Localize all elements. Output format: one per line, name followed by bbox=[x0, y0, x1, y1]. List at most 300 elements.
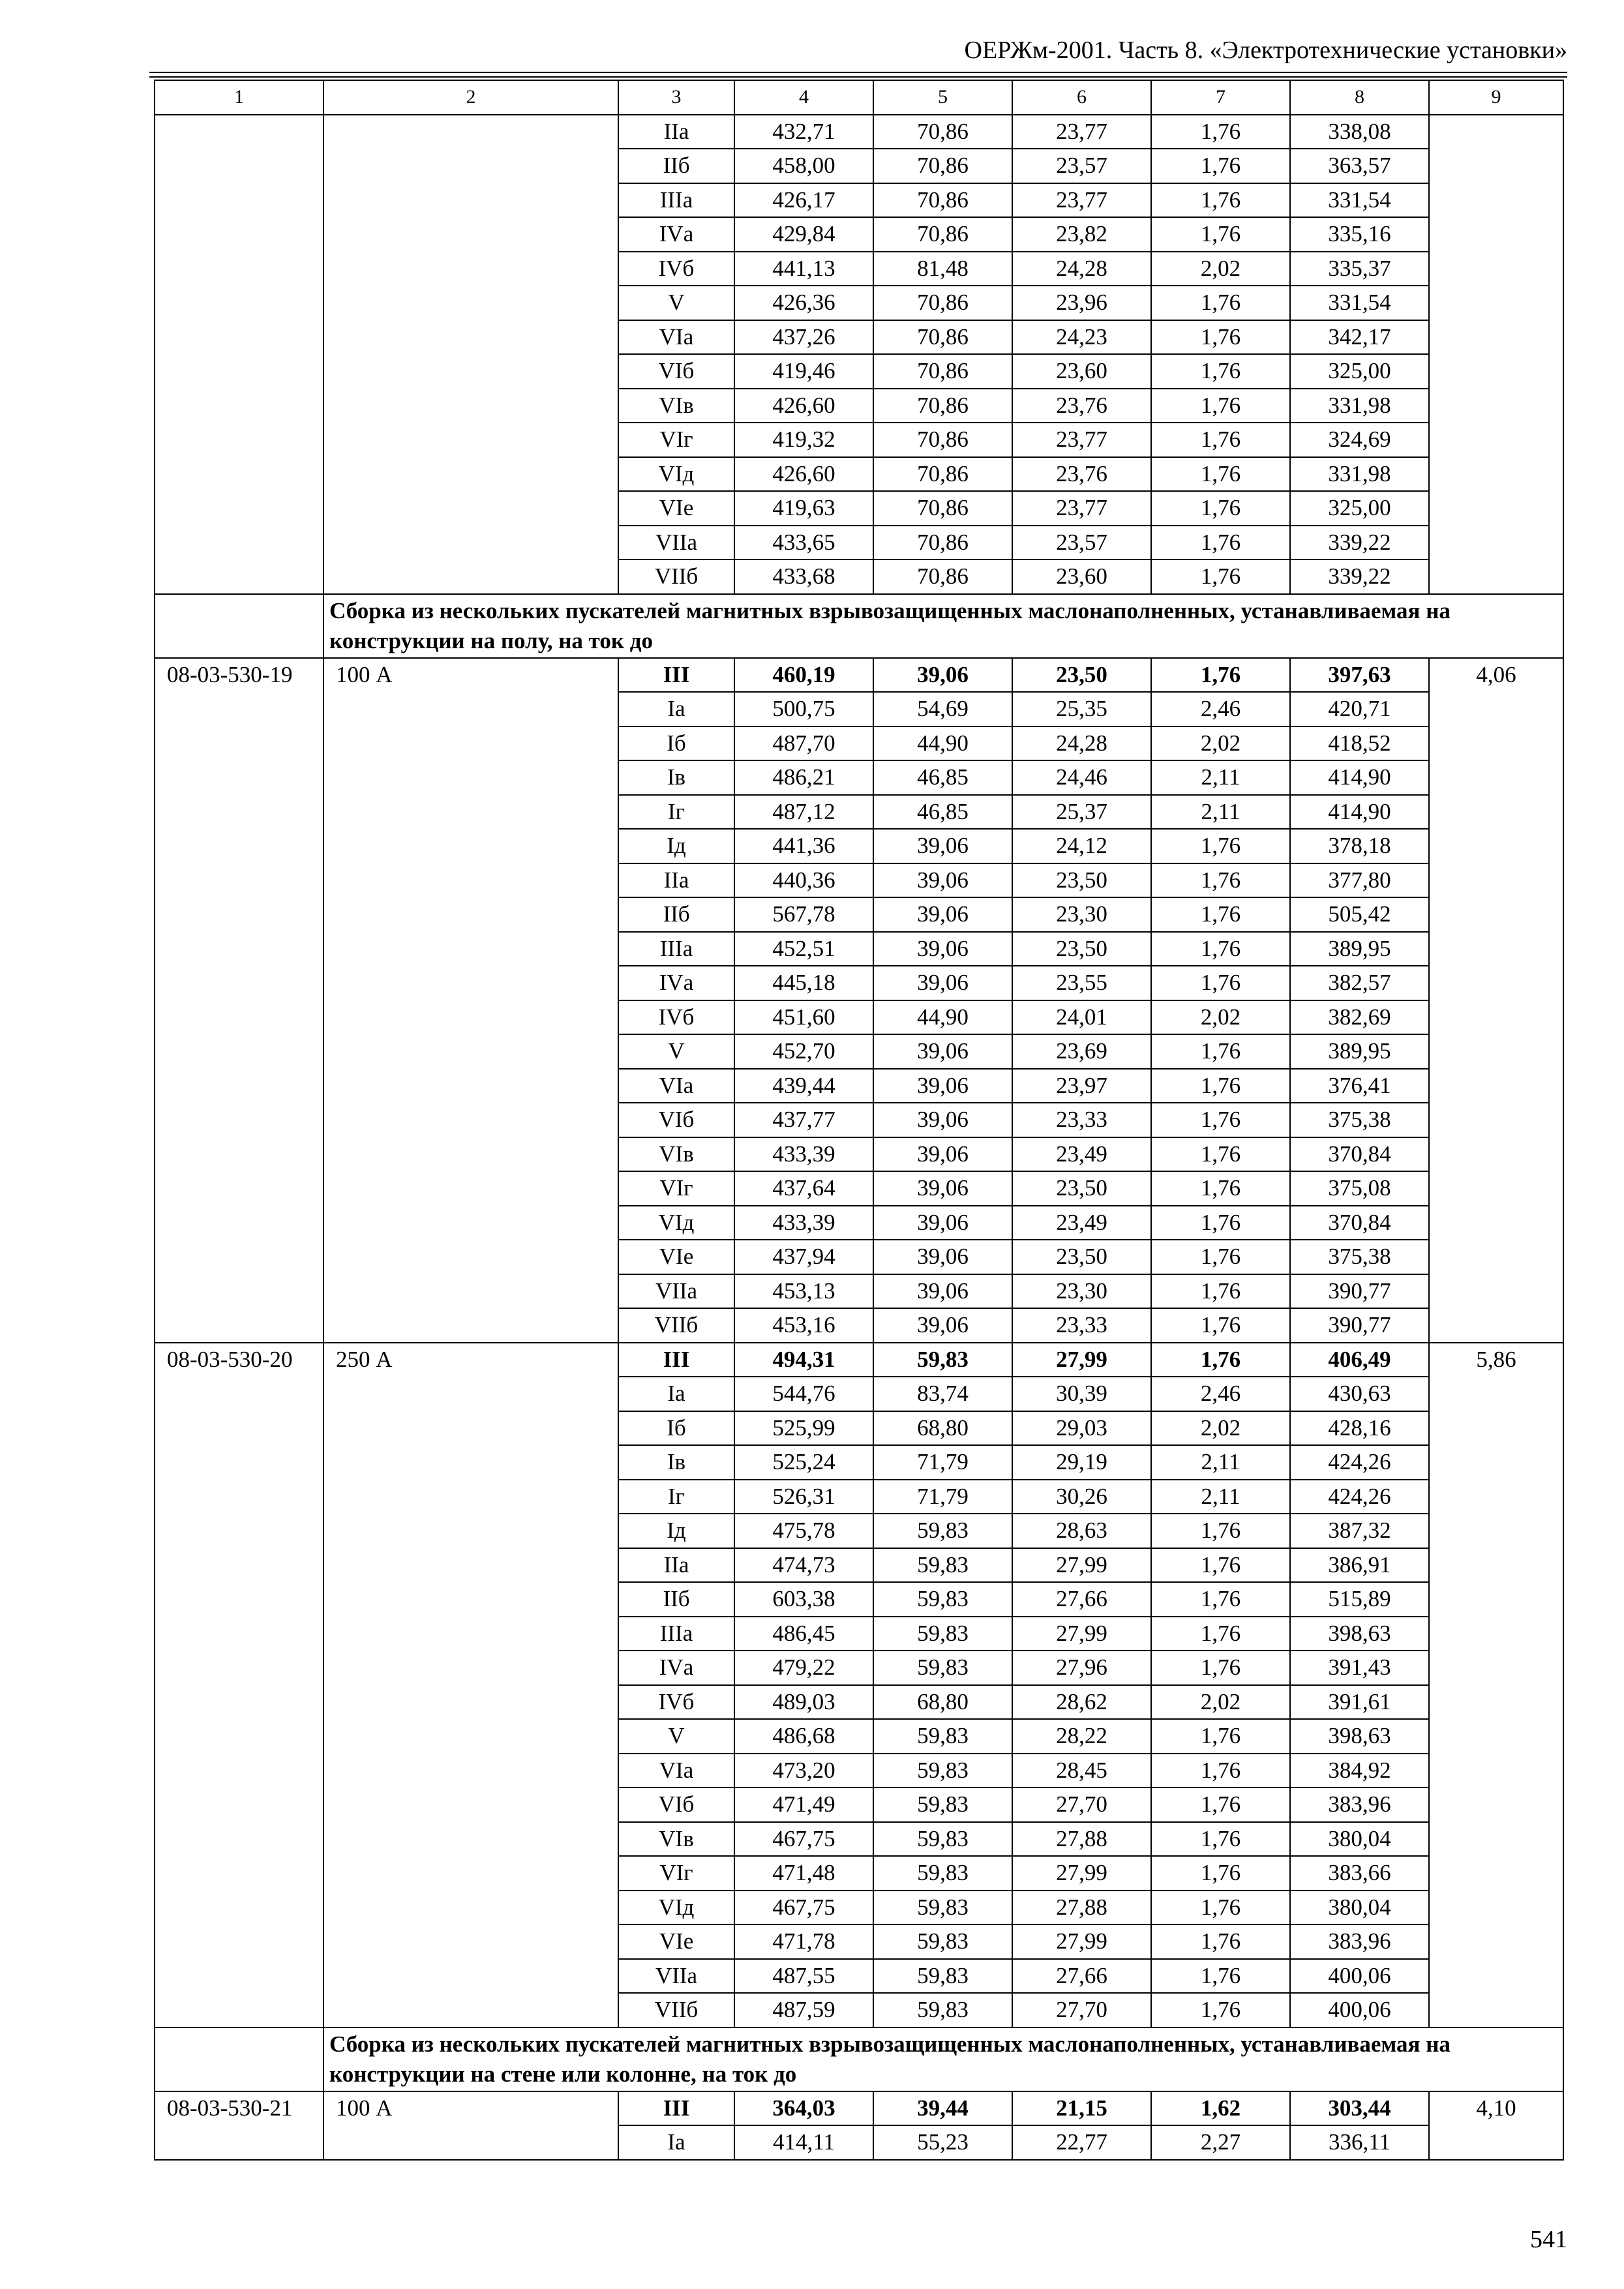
machine-cost-cell: 23,50 bbox=[1012, 658, 1151, 693]
machinist-wages-cell: 2,46 bbox=[1151, 1377, 1290, 1411]
machinist-wages-cell: 2,02 bbox=[1151, 1000, 1290, 1035]
wages-cell: 46,85 bbox=[873, 795, 1012, 830]
total-cost-cell: 419,63 bbox=[734, 491, 873, 526]
machinist-wages-cell: 1,76 bbox=[1151, 966, 1290, 1000]
materials-cell: 391,61 bbox=[1290, 1685, 1429, 1720]
wages-cell: 59,83 bbox=[873, 1959, 1012, 1994]
materials-cell: 390,77 bbox=[1290, 1274, 1429, 1309]
wages-cell: 39,06 bbox=[873, 1171, 1012, 1206]
wages-cell: 70,86 bbox=[873, 115, 1012, 149]
table-row bbox=[155, 2091, 1563, 2126]
wages-cell: 59,83 bbox=[873, 1754, 1012, 1788]
machinist-wages-cell: 1,76 bbox=[1151, 658, 1290, 693]
materials-cell: 339,22 bbox=[1290, 526, 1429, 560]
materials-cell: 384,92 bbox=[1290, 1754, 1429, 1788]
materials-cell: 377,80 bbox=[1290, 863, 1429, 898]
zone-cell: Iг bbox=[618, 795, 734, 830]
materials-cell: 383,96 bbox=[1290, 1788, 1429, 1822]
total-cost-cell: 426,17 bbox=[734, 183, 873, 218]
wages-cell: 70,86 bbox=[873, 217, 1012, 252]
machine-cost-cell: 29,03 bbox=[1012, 1411, 1151, 1446]
machine-cost-cell: 23,97 bbox=[1012, 1069, 1151, 1103]
total-cost-cell: 526,31 bbox=[734, 1480, 873, 1514]
column-number: 7 bbox=[1151, 80, 1290, 115]
section-heading: Сборка из нескольких пускателей магнитных взрывозащищенных маслонаполненных, устанавливаемая на конструкции на стене или колонне, на ток до bbox=[323, 2027, 1563, 2091]
labor-cost-cell bbox=[1429, 115, 1563, 594]
table-row bbox=[155, 658, 1563, 693]
zone-cell: VIб bbox=[618, 1103, 734, 1137]
machinist-wages-cell: 2,46 bbox=[1151, 692, 1290, 726]
total-cost-cell: 467,75 bbox=[734, 1822, 873, 1857]
zone-cell: VIа bbox=[618, 320, 734, 355]
wages-cell: 59,83 bbox=[873, 1514, 1012, 1548]
machine-cost-cell: 23,50 bbox=[1012, 1171, 1151, 1206]
wages-cell: 39,06 bbox=[873, 1206, 1012, 1240]
machine-cost-cell: 27,99 bbox=[1012, 1343, 1151, 1377]
machine-cost-cell: 23,50 bbox=[1012, 1240, 1151, 1274]
zone-cell: VIе bbox=[618, 1924, 734, 1959]
machine-cost-cell: 23,77 bbox=[1012, 491, 1151, 526]
machinist-wages-cell: 1,76 bbox=[1151, 526, 1290, 560]
materials-cell: 386,91 bbox=[1290, 1548, 1429, 1583]
total-cost-cell: 452,51 bbox=[734, 932, 873, 966]
zone-cell: IIа bbox=[618, 115, 734, 149]
zone-cell: Iд bbox=[618, 1514, 734, 1548]
materials-cell: 303,44 bbox=[1290, 2091, 1429, 2126]
machinist-wages-cell: 1,76 bbox=[1151, 286, 1290, 320]
machine-cost-cell: 23,33 bbox=[1012, 1103, 1151, 1137]
machinist-wages-cell: 1,76 bbox=[1151, 1822, 1290, 1857]
machinist-wages-cell: 1,76 bbox=[1151, 320, 1290, 355]
materials-cell: 331,98 bbox=[1290, 457, 1429, 492]
wages-cell: 59,83 bbox=[873, 1856, 1012, 1891]
machinist-wages-cell: 1,76 bbox=[1151, 863, 1290, 898]
total-cost-cell: 445,18 bbox=[734, 966, 873, 1000]
machinist-wages-cell: 1,76 bbox=[1151, 1137, 1290, 1172]
total-cost-cell: 433,39 bbox=[734, 1206, 873, 1240]
materials-cell: 324,69 bbox=[1290, 423, 1429, 457]
zone-cell: IIIа bbox=[618, 183, 734, 218]
section-heading: Сборка из нескольких пускателей магнитных взрывозащищенных маслонаполненных, устанавливаемая на конструкции на полу, на ток до bbox=[323, 594, 1563, 658]
zone-cell: VIд bbox=[618, 1206, 734, 1240]
total-cost-cell: 426,36 bbox=[734, 286, 873, 320]
wages-cell: 59,83 bbox=[873, 1924, 1012, 1959]
machine-cost-cell: 25,37 bbox=[1012, 795, 1151, 830]
machine-cost-cell: 23,77 bbox=[1012, 183, 1151, 218]
total-cost-cell: 419,32 bbox=[734, 423, 873, 457]
materials-cell: 505,42 bbox=[1290, 897, 1429, 932]
total-cost-cell: 433,68 bbox=[734, 560, 873, 594]
zone-cell: IVб bbox=[618, 1000, 734, 1035]
wages-cell: 44,90 bbox=[873, 726, 1012, 761]
wages-cell: 39,44 bbox=[873, 2091, 1012, 2126]
rate-code: 08-03-530-21 bbox=[155, 2091, 323, 2160]
price-table bbox=[154, 80, 1564, 2161]
page-number: 541 bbox=[1530, 2226, 1567, 2253]
zone-cell: VIе bbox=[618, 491, 734, 526]
zone-cell: IVб bbox=[618, 1685, 734, 1720]
machinist-wages-cell: 1,76 bbox=[1151, 1308, 1290, 1343]
machinist-wages-cell: 1,76 bbox=[1151, 1069, 1290, 1103]
zone-cell: VIв bbox=[618, 1822, 734, 1857]
machine-cost-cell: 21,15 bbox=[1012, 2091, 1151, 2126]
zone-cell: IIб bbox=[618, 1582, 734, 1617]
total-cost-cell: 441,36 bbox=[734, 829, 873, 863]
wages-cell: 59,83 bbox=[873, 1548, 1012, 1583]
machinist-wages-cell: 1,76 bbox=[1151, 1924, 1290, 1959]
machinist-wages-cell: 2,11 bbox=[1151, 795, 1290, 830]
materials-cell: 336,11 bbox=[1290, 2125, 1429, 2160]
machinist-wages-cell: 1,76 bbox=[1151, 423, 1290, 457]
total-cost-cell: 441,13 bbox=[734, 252, 873, 286]
wages-cell: 70,86 bbox=[873, 560, 1012, 594]
wages-cell: 70,86 bbox=[873, 320, 1012, 355]
machinist-wages-cell: 2,27 bbox=[1151, 2125, 1290, 2160]
total-cost-cell: 460,19 bbox=[734, 658, 873, 693]
machine-cost-cell: 23,60 bbox=[1012, 354, 1151, 389]
header-rule-top bbox=[149, 72, 1567, 73]
wages-cell: 68,80 bbox=[873, 1411, 1012, 1446]
table-body bbox=[155, 80, 1563, 2160]
machinist-wages-cell: 1,76 bbox=[1151, 1891, 1290, 1925]
total-cost-cell: 426,60 bbox=[734, 457, 873, 492]
machine-cost-cell: 23,30 bbox=[1012, 897, 1151, 932]
wages-cell: 70,86 bbox=[873, 149, 1012, 183]
total-cost-cell: 426,60 bbox=[734, 389, 873, 423]
machine-cost-cell: 27,66 bbox=[1012, 1582, 1151, 1617]
machinist-wages-cell: 1,76 bbox=[1151, 932, 1290, 966]
wages-cell: 55,23 bbox=[873, 2125, 1012, 2160]
machinist-wages-cell: 1,76 bbox=[1151, 1171, 1290, 1206]
section-blank-cell bbox=[155, 594, 323, 658]
materials-cell: 389,95 bbox=[1290, 932, 1429, 966]
machinist-wages-cell: 1,76 bbox=[1151, 1788, 1290, 1822]
machinist-wages-cell: 1,76 bbox=[1151, 897, 1290, 932]
machinist-wages-cell: 1,76 bbox=[1151, 354, 1290, 389]
total-cost-cell: 487,12 bbox=[734, 795, 873, 830]
rate-code bbox=[155, 115, 323, 594]
total-cost-cell: 479,22 bbox=[734, 1651, 873, 1685]
materials-cell: 380,04 bbox=[1290, 1891, 1429, 1925]
total-cost-cell: 419,46 bbox=[734, 354, 873, 389]
wages-cell: 59,83 bbox=[873, 1651, 1012, 1685]
machinist-wages-cell: 1,76 bbox=[1151, 1959, 1290, 1994]
materials-cell: 414,90 bbox=[1290, 795, 1429, 830]
materials-cell: 375,38 bbox=[1290, 1103, 1429, 1137]
total-cost-cell: 487,70 bbox=[734, 726, 873, 761]
materials-cell: 428,16 bbox=[1290, 1411, 1429, 1446]
materials-cell: 383,96 bbox=[1290, 1924, 1429, 1959]
materials-cell: 397,63 bbox=[1290, 658, 1429, 693]
zone-cell: VIд bbox=[618, 1891, 734, 1925]
materials-cell: 375,08 bbox=[1290, 1171, 1429, 1206]
zone-cell: V bbox=[618, 1719, 734, 1754]
labor-cost-cell: 4,06 bbox=[1429, 658, 1563, 1343]
machine-cost-cell: 27,99 bbox=[1012, 1856, 1151, 1891]
column-number: 2 bbox=[323, 80, 618, 115]
machine-cost-cell: 28,22 bbox=[1012, 1719, 1151, 1754]
wages-cell: 39,06 bbox=[873, 1308, 1012, 1343]
materials-cell: 390,77 bbox=[1290, 1308, 1429, 1343]
materials-cell: 325,00 bbox=[1290, 491, 1429, 526]
zone-cell: Iа bbox=[618, 1377, 734, 1411]
zone-cell: III bbox=[618, 2091, 734, 2126]
materials-cell: 391,43 bbox=[1290, 1651, 1429, 1685]
wages-cell: 70,86 bbox=[873, 354, 1012, 389]
wages-cell: 39,06 bbox=[873, 897, 1012, 932]
section-row bbox=[155, 594, 1563, 658]
machine-cost-cell: 29,19 bbox=[1012, 1445, 1151, 1480]
materials-cell: 387,32 bbox=[1290, 1514, 1429, 1548]
machinist-wages-cell: 1,76 bbox=[1151, 1343, 1290, 1377]
wages-cell: 39,06 bbox=[873, 1069, 1012, 1103]
materials-cell: 331,54 bbox=[1290, 286, 1429, 320]
machinist-wages-cell: 1,76 bbox=[1151, 1754, 1290, 1788]
machine-cost-cell: 23,76 bbox=[1012, 457, 1151, 492]
zone-cell: V bbox=[618, 286, 734, 320]
total-cost-cell: 414,11 bbox=[734, 2125, 873, 2160]
machine-cost-cell: 23,33 bbox=[1012, 1308, 1151, 1343]
rate-code: 08-03-530-19 bbox=[155, 658, 323, 1343]
machinist-wages-cell: 1,76 bbox=[1151, 115, 1290, 149]
wages-cell: 39,06 bbox=[873, 1240, 1012, 1274]
machine-cost-cell: 27,70 bbox=[1012, 1788, 1151, 1822]
machine-cost-cell: 27,99 bbox=[1012, 1617, 1151, 1651]
machinist-wages-cell: 2,11 bbox=[1151, 760, 1290, 795]
total-cost-cell: 474,73 bbox=[734, 1548, 873, 1583]
materials-cell: 406,49 bbox=[1290, 1343, 1429, 1377]
machine-cost-cell: 27,66 bbox=[1012, 1959, 1151, 1994]
rate-name bbox=[323, 115, 618, 594]
materials-cell: 338,08 bbox=[1290, 115, 1429, 149]
zone-cell: IVа bbox=[618, 966, 734, 1000]
wages-cell: 39,06 bbox=[873, 1137, 1012, 1172]
total-cost-cell: 500,75 bbox=[734, 692, 873, 726]
section-blank-cell bbox=[155, 2027, 323, 2091]
materials-cell: 335,16 bbox=[1290, 217, 1429, 252]
table-row bbox=[155, 1343, 1563, 1377]
machine-cost-cell: 27,99 bbox=[1012, 1548, 1151, 1583]
machine-cost-cell: 23,50 bbox=[1012, 863, 1151, 898]
materials-cell: 331,54 bbox=[1290, 183, 1429, 218]
machinist-wages-cell: 2,02 bbox=[1151, 1685, 1290, 1720]
total-cost-cell: 429,84 bbox=[734, 217, 873, 252]
wages-cell: 39,06 bbox=[873, 829, 1012, 863]
materials-cell: 380,04 bbox=[1290, 1822, 1429, 1857]
section-row bbox=[155, 2027, 1563, 2091]
zone-cell: III bbox=[618, 658, 734, 693]
total-cost-cell: 364,03 bbox=[734, 2091, 873, 2126]
materials-cell: 424,26 bbox=[1290, 1445, 1429, 1480]
machinist-wages-cell: 1,76 bbox=[1151, 1103, 1290, 1137]
zone-cell: VIIа bbox=[618, 1274, 734, 1309]
machinist-wages-cell: 1,76 bbox=[1151, 1034, 1290, 1069]
total-cost-cell: 437,77 bbox=[734, 1103, 873, 1137]
wages-cell: 70,86 bbox=[873, 183, 1012, 218]
wages-cell: 39,06 bbox=[873, 966, 1012, 1000]
total-cost-cell: 471,78 bbox=[734, 1924, 873, 1959]
zone-cell: Iб bbox=[618, 1411, 734, 1446]
total-cost-cell: 440,36 bbox=[734, 863, 873, 898]
machine-cost-cell: 27,88 bbox=[1012, 1891, 1151, 1925]
machine-cost-cell: 24,01 bbox=[1012, 1000, 1151, 1035]
machine-cost-cell: 23,50 bbox=[1012, 932, 1151, 966]
wages-cell: 83,74 bbox=[873, 1377, 1012, 1411]
wages-cell: 71,79 bbox=[873, 1480, 1012, 1514]
total-cost-cell: 544,76 bbox=[734, 1377, 873, 1411]
machinist-wages-cell: 1,62 bbox=[1151, 2091, 1290, 2126]
zone-cell: VIг bbox=[618, 1171, 734, 1206]
materials-cell: 339,22 bbox=[1290, 560, 1429, 594]
total-cost-cell: 525,24 bbox=[734, 1445, 873, 1480]
wages-cell: 39,06 bbox=[873, 1034, 1012, 1069]
rate-code: 08-03-530-20 bbox=[155, 1343, 323, 2027]
machine-cost-cell: 23,77 bbox=[1012, 423, 1151, 457]
machinist-wages-cell: 1,76 bbox=[1151, 1856, 1290, 1891]
materials-cell: 370,84 bbox=[1290, 1206, 1429, 1240]
zone-cell: Iб bbox=[618, 726, 734, 761]
machinist-wages-cell: 1,76 bbox=[1151, 149, 1290, 183]
total-cost-cell: 473,20 bbox=[734, 1754, 873, 1788]
materials-cell: 398,63 bbox=[1290, 1719, 1429, 1754]
column-number-row bbox=[155, 80, 1563, 115]
zone-cell: VIа bbox=[618, 1069, 734, 1103]
column-number: 9 bbox=[1429, 80, 1563, 115]
wages-cell: 70,86 bbox=[873, 457, 1012, 492]
zone-cell: Iв bbox=[618, 1445, 734, 1480]
zone-cell: VIIа bbox=[618, 526, 734, 560]
machine-cost-cell: 28,63 bbox=[1012, 1514, 1151, 1548]
total-cost-cell: 567,78 bbox=[734, 897, 873, 932]
total-cost-cell: 433,39 bbox=[734, 1137, 873, 1172]
zone-cell: IIIа bbox=[618, 1617, 734, 1651]
zone-cell: VIд bbox=[618, 457, 734, 492]
machine-cost-cell: 24,46 bbox=[1012, 760, 1151, 795]
rate-name: 250 А bbox=[323, 1343, 618, 2027]
total-cost-cell: 487,59 bbox=[734, 1993, 873, 2027]
machine-cost-cell: 24,28 bbox=[1012, 252, 1151, 286]
zone-cell: VIг bbox=[618, 423, 734, 457]
machine-cost-cell: 27,70 bbox=[1012, 1993, 1151, 2027]
materials-cell: 418,52 bbox=[1290, 726, 1429, 761]
column-number: 8 bbox=[1290, 80, 1429, 115]
zone-cell: IIIа bbox=[618, 932, 734, 966]
machinist-wages-cell: 1,76 bbox=[1151, 1993, 1290, 2027]
total-cost-cell: 453,16 bbox=[734, 1308, 873, 1343]
labor-cost-cell: 4,10 bbox=[1429, 2091, 1563, 2160]
column-number: 1 bbox=[155, 80, 323, 115]
zone-cell: VIв bbox=[618, 1137, 734, 1172]
materials-cell: 400,06 bbox=[1290, 1959, 1429, 1994]
wages-cell: 59,83 bbox=[873, 1719, 1012, 1754]
wages-cell: 70,86 bbox=[873, 286, 1012, 320]
zone-cell: V bbox=[618, 1034, 734, 1069]
total-cost-cell: 494,31 bbox=[734, 1343, 873, 1377]
wages-cell: 81,48 bbox=[873, 252, 1012, 286]
zone-cell: Iв bbox=[618, 760, 734, 795]
column-number: 4 bbox=[734, 80, 873, 115]
machine-cost-cell: 28,62 bbox=[1012, 1685, 1151, 1720]
machine-cost-cell: 27,96 bbox=[1012, 1651, 1151, 1685]
wages-cell: 59,83 bbox=[873, 1582, 1012, 1617]
machine-cost-cell: 23,49 bbox=[1012, 1206, 1151, 1240]
machine-cost-cell: 24,23 bbox=[1012, 320, 1151, 355]
zone-cell: VIIа bbox=[618, 1959, 734, 1994]
materials-cell: 375,38 bbox=[1290, 1240, 1429, 1274]
zone-cell: IVб bbox=[618, 252, 734, 286]
total-cost-cell: 475,78 bbox=[734, 1514, 873, 1548]
total-cost-cell: 486,68 bbox=[734, 1719, 873, 1754]
materials-cell: 325,00 bbox=[1290, 354, 1429, 389]
materials-cell: 363,57 bbox=[1290, 149, 1429, 183]
total-cost-cell: 471,49 bbox=[734, 1788, 873, 1822]
wages-cell: 39,06 bbox=[873, 1103, 1012, 1137]
materials-cell: 342,17 bbox=[1290, 320, 1429, 355]
machinist-wages-cell: 1,76 bbox=[1151, 491, 1290, 526]
machine-cost-cell: 27,99 bbox=[1012, 1924, 1151, 1959]
total-cost-cell: 458,00 bbox=[734, 149, 873, 183]
materials-cell: 424,26 bbox=[1290, 1480, 1429, 1514]
machinist-wages-cell: 1,76 bbox=[1151, 1651, 1290, 1685]
machine-cost-cell: 23,69 bbox=[1012, 1034, 1151, 1069]
zone-cell: VIа bbox=[618, 1754, 734, 1788]
machine-cost-cell: 23,60 bbox=[1012, 560, 1151, 594]
machinist-wages-cell: 1,76 bbox=[1151, 1206, 1290, 1240]
materials-cell: 398,63 bbox=[1290, 1617, 1429, 1651]
wages-cell: 39,06 bbox=[873, 1274, 1012, 1309]
wages-cell: 70,86 bbox=[873, 389, 1012, 423]
machinist-wages-cell: 1,76 bbox=[1151, 829, 1290, 863]
machine-cost-cell: 25,35 bbox=[1012, 692, 1151, 726]
machinist-wages-cell: 2,02 bbox=[1151, 726, 1290, 761]
total-cost-cell: 486,45 bbox=[734, 1617, 873, 1651]
machine-cost-cell: 27,88 bbox=[1012, 1822, 1151, 1857]
machine-cost-cell: 23,57 bbox=[1012, 149, 1151, 183]
machinist-wages-cell: 1,76 bbox=[1151, 457, 1290, 492]
machinist-wages-cell: 1,76 bbox=[1151, 1582, 1290, 1617]
materials-cell: 335,37 bbox=[1290, 252, 1429, 286]
wages-cell: 46,85 bbox=[873, 760, 1012, 795]
materials-cell: 383,66 bbox=[1290, 1856, 1429, 1891]
total-cost-cell: 437,64 bbox=[734, 1171, 873, 1206]
total-cost-cell: 467,75 bbox=[734, 1891, 873, 1925]
total-cost-cell: 487,55 bbox=[734, 1959, 873, 1994]
total-cost-cell: 439,44 bbox=[734, 1069, 873, 1103]
wages-cell: 39,06 bbox=[873, 658, 1012, 693]
machine-cost-cell: 28,45 bbox=[1012, 1754, 1151, 1788]
wages-cell: 59,83 bbox=[873, 1891, 1012, 1925]
header-rule-bottom bbox=[149, 76, 1567, 78]
machine-cost-cell: 24,28 bbox=[1012, 726, 1151, 761]
wages-cell: 39,06 bbox=[873, 863, 1012, 898]
machinist-wages-cell: 1,76 bbox=[1151, 183, 1290, 218]
machine-cost-cell: 30,26 bbox=[1012, 1480, 1151, 1514]
materials-cell: 370,84 bbox=[1290, 1137, 1429, 1172]
machine-cost-cell: 30,39 bbox=[1012, 1377, 1151, 1411]
zone-cell: VIIб bbox=[618, 560, 734, 594]
wages-cell: 70,86 bbox=[873, 526, 1012, 560]
machine-cost-cell: 23,55 bbox=[1012, 966, 1151, 1000]
zone-cell: IVа bbox=[618, 217, 734, 252]
total-cost-cell: 486,21 bbox=[734, 760, 873, 795]
zone-cell: VIб bbox=[618, 1788, 734, 1822]
wages-cell: 70,86 bbox=[873, 491, 1012, 526]
machine-cost-cell: 23,49 bbox=[1012, 1137, 1151, 1172]
materials-cell: 430,63 bbox=[1290, 1377, 1429, 1411]
machine-cost-cell: 23,57 bbox=[1012, 526, 1151, 560]
wages-cell: 71,79 bbox=[873, 1445, 1012, 1480]
total-cost-cell: 432,71 bbox=[734, 115, 873, 149]
